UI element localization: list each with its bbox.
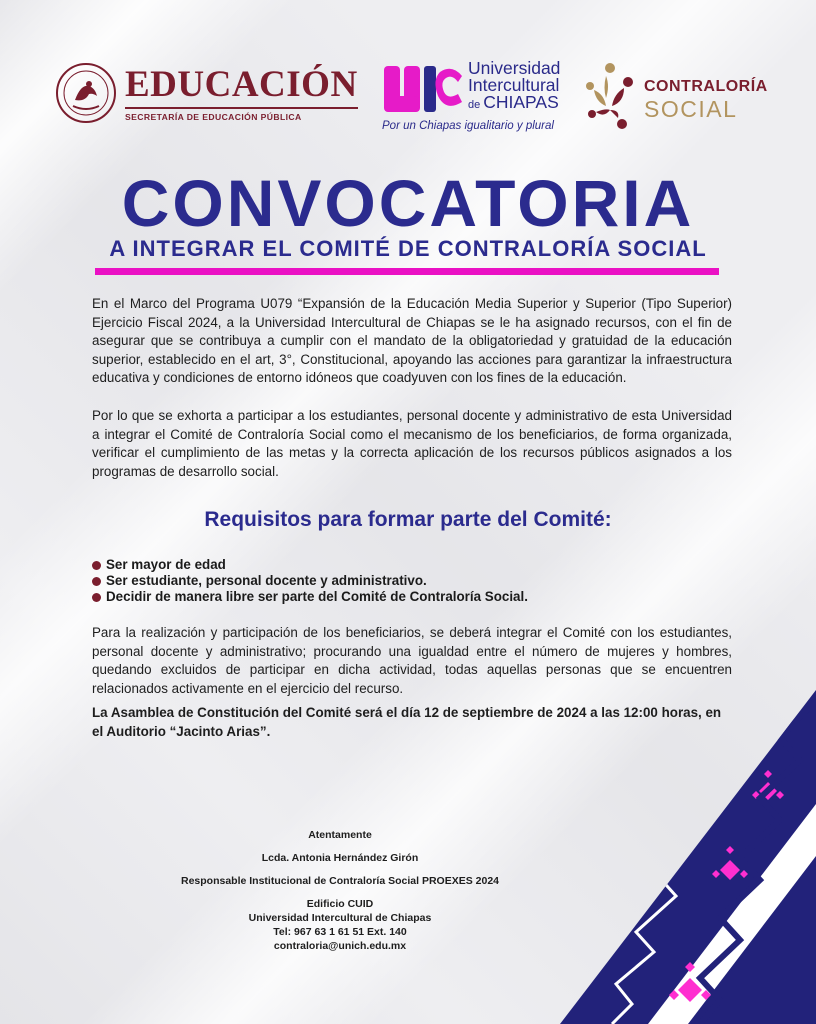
unich-name-line1: Universidad — [468, 58, 561, 78]
title-underline — [95, 268, 719, 275]
contraloria-people-icon — [582, 60, 638, 136]
requirement-item: Ser estudiante, personal docente y administrativo. — [92, 573, 528, 589]
mexico-seal-icon — [55, 62, 117, 124]
signer-name: Lcda. Antonia Hernández Girón — [261, 852, 419, 864]
requirement-item: Ser mayor de edad — [92, 557, 528, 573]
page-title: CONVOCATORIA — [121, 166, 695, 240]
phone-number: Tel: 967 63 1 61 51 Ext. 140 — [273, 926, 407, 938]
assembly-notice: La Asamblea de Constitución del Comité será el día 12 de septiembre de 2024 a las 12:00 horas, en el Auditorio “Jacinto Arias”. — [92, 705, 722, 739]
unich-name-de: de — [468, 99, 481, 111]
sep-logo — [55, 62, 358, 124]
cs-title-line1: CONTRALORÍA — [644, 78, 768, 95]
bullet-icon — [92, 577, 101, 586]
contraloria-social-logo — [582, 60, 768, 136]
institution-name: Universidad Intercultural de Chiapas — [248, 912, 432, 924]
requirements-title: Requisitos para formar parte del Comité: — [204, 508, 612, 531]
sep-subtitle: SECRETARÍA DE EDUCACIÓN PÚBLICA — [125, 107, 358, 122]
closing-text: Atentamente — [308, 829, 372, 841]
bullet-icon — [92, 593, 101, 602]
paragraph-exhort: Por lo que se exhorta a participar a los estudiantes, personal docente y administrativo de esta Universidad a integrar el Comité de Contraloría Social como el mecanismo de los beneficiarios, de forma organizada, verificar el cumplimiento de las metas y la correcta aplicación de los recursos públicos asignados a los programas de desarrollo social. — [92, 408, 732, 479]
unich-name-line2: Intercultural — [468, 75, 560, 95]
paragraph-participation: Para la realización y participación de los beneficiarios, se deberá integrar el Comité con los estudiantes, personal docente y administrativo; procurando una igualdad entre el número de mujeres y hombres, quedando excluidos de participar en dicha actividad, todas aquellas personas que se encuentren relacionados activamente en el ejercicio del recurso. — [92, 625, 732, 696]
building-name: Edificio CUID — [306, 898, 374, 910]
paragraph-intro: En el Marco del Programa U079 “Expansión de la Educación Media Superior y Superior (Tipo Superior) Ejercicio Fiscal 2024, a la Universidad Intercultural de Chiapas se le ha asignado recursos, con el fin de asegurar que se contribuya a cumplir con el mandato de la obligatoriedad y gratuidad de la educación superior, establecido en el art, 3°, Constitucional, apoyando las acciones para garantizar la infraestructura educativa y condiciones de entorno idóneos que coadyuven con los fines de la educación. — [92, 296, 732, 385]
email-address: contraloria@unich.edu.mx — [273, 940, 407, 952]
unich-logo — [382, 60, 560, 132]
requirement-item: Decidir de manera libre ser parte del Comité de Contraloría Social. — [92, 589, 528, 605]
requirements-list — [92, 557, 528, 605]
sep-title: EDUCACIÓN — [125, 63, 358, 105]
unich-name-line3: CHIAPAS — [483, 92, 559, 112]
unich-tagline: Por un Chiapas igualitario y plural — [382, 120, 554, 132]
bullet-icon — [92, 561, 101, 570]
signer-role: Responsable Institucional de Contraloría Social PROEXES 2024 — [180, 875, 499, 887]
cs-title-line2: SOCIAL — [644, 96, 738, 122]
page-subtitle: A INTEGRAR EL COMITÉ DE CONTRALORÍA SOCIAL — [109, 236, 707, 261]
signature-block — [130, 828, 550, 953]
unich-mark-icon — [382, 60, 464, 118]
